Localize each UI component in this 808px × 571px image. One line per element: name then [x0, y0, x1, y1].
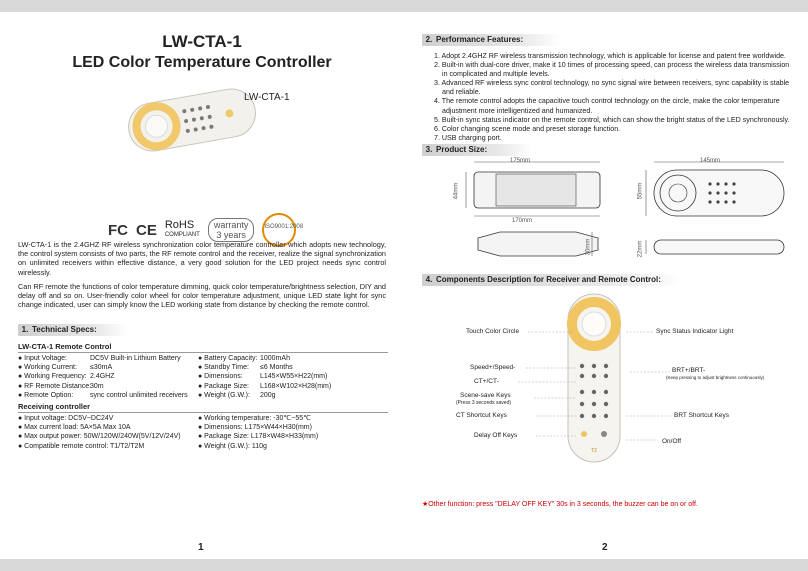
receiver-specs-left	[18, 414, 181, 451]
svg-text:T2: T2	[591, 448, 597, 454]
remote-front-diagram	[564, 292, 624, 464]
section-title: Product Size:	[436, 145, 488, 154]
section-number: 3.	[425, 145, 433, 154]
spec-key: ● Package Size:	[198, 382, 249, 390]
spec-key: ● RF Remote Distance:	[18, 382, 92, 390]
feature-item: 6. Color changing scene mode and preset storage function.	[434, 124, 621, 133]
spec-row: ● Input voltage: DC5V~DC24V	[18, 415, 114, 422]
spec-key: ● Input Voltage:	[18, 355, 67, 362]
label-ct-shortcut: CT Shortcut Keys	[456, 412, 507, 419]
spec-row: ● Working temperature: -30℃~55℃	[198, 415, 312, 422]
spec-key: ● Battery Capacity:	[198, 355, 258, 362]
dim-55mm: 55mm	[637, 182, 644, 200]
dim-175mm: 175mm	[510, 158, 531, 164]
receiving-controller-heading: Receiving controller	[18, 402, 91, 411]
section-technical-specs	[18, 324, 128, 336]
label-scene-save: Scene-save Keys	[460, 392, 511, 399]
spec-key: ● Dimensions:	[198, 373, 243, 381]
fcc-logo: FC	[108, 221, 128, 239]
label-delay-off: Delay Off Keys	[474, 432, 518, 439]
section-number: 4.	[425, 275, 433, 284]
divider	[18, 412, 388, 413]
spec-value: L145×W55×H22(mm)	[260, 373, 328, 381]
spec-value: ≤30mA	[90, 364, 113, 372]
features-list	[434, 52, 794, 143]
spec-row: ● Max current load: 5A×5A Max 10A	[18, 424, 131, 432]
spec-key: ● Weight (G.W.):	[198, 391, 250, 399]
spec-key: ● Working Current:	[18, 364, 77, 372]
page-number: 1	[198, 542, 204, 553]
warranty-badge	[208, 218, 255, 242]
spec-value: ≤6 Months	[260, 364, 293, 372]
section-performance-features	[422, 34, 562, 46]
warranty-label: warranty	[213, 220, 249, 230]
rohs-logo	[165, 220, 200, 240]
label-sync-indicator: Sync Status Indicator Light	[656, 328, 734, 335]
ce-logo: CE	[136, 221, 157, 239]
section-product-size	[422, 144, 532, 156]
feature-item: 2. Built-in with dual-core driver, make it 10 times of processing speed, can process the wireless data transmission in complicated and multiple levels.	[434, 61, 790, 79]
spec-row	[18, 382, 188, 391]
intro-paragraph-1: LW-CTA-1 is the 2.4GHZ RF wireless synchronization color temperature controller which adopts new technology, the control system consists of two parts, the RF remote control and the receiver, realize the signal synchronization on unlimited receivers within effective distance, a very good solution for the LED project needs sync control wirelessly.	[18, 240, 386, 277]
spec-value: 1000mAh	[260, 355, 290, 362]
spec-value: L168×W102×H28(mm)	[260, 382, 332, 390]
product-title: LW-CTA-1	[162, 32, 242, 51]
receiver-specs-right	[198, 414, 318, 451]
rohs-label: RoHS	[164, 219, 195, 231]
spec-value: sync control unlimited receivers	[90, 391, 188, 399]
spec-value: 2.4GHZ	[90, 373, 115, 381]
spec-row	[198, 363, 331, 372]
label-brt-sub: (Keep pressing to adjust brightness continuously)	[666, 375, 765, 380]
spec-row	[18, 372, 188, 381]
dim-145mm: 145mm	[700, 158, 721, 164]
spec-row: ● Package Size: L178×W48×H33(mm)	[198, 433, 319, 441]
top-band	[0, 0, 808, 12]
remote-control-heading: LW-CTA-1 Remote Control	[18, 342, 112, 351]
dim-22mm: 22mm	[637, 240, 644, 258]
spec-value: DC5V Built-in Lithium Battery	[90, 355, 181, 362]
section-title: Components Description for Receiver and Remote Control:	[436, 275, 661, 284]
section-components	[422, 274, 682, 286]
bottom-band	[0, 559, 808, 571]
feature-item: 4. The remote control adopts the capacitive touch control technology on the circle, make the color temperature adjustment more intelligentized and humanized.	[434, 97, 780, 115]
model-tag: LW-CTA-1	[244, 92, 290, 103]
spec-key: ● Working Frequency:	[18, 373, 87, 381]
divider	[18, 352, 388, 353]
spec-row: ● Max output power: 50W/120W/240W(5V/12V/24V)	[18, 433, 181, 441]
feature-item: 1. Adopt 2.4GHZ RF wireless transmission technology, which is applicable for license and patent free worldwide.	[434, 52, 786, 60]
other-function-note: ★Other function: press "DELAY OFF KEY" 30s in 3 seconds, the buzzer can be on or off.	[422, 501, 698, 508]
label-brt-shortcut: BRT Shortcut Keys	[674, 412, 730, 419]
spec-key: ● Remote Option:	[18, 391, 74, 399]
spec-row	[198, 382, 331, 391]
feature-item: 7. USB charging port.	[434, 133, 502, 142]
label-speed: Speed+/Speed-	[470, 364, 516, 371]
spec-row: ● Compatible remote control: T1/T2/T2M	[18, 442, 145, 450]
spec-row	[198, 391, 331, 400]
label-on-off: On/Off	[662, 438, 682, 445]
remote-specs-left	[18, 354, 188, 400]
remote-dimension-drawing	[640, 158, 790, 268]
section-title: Technical Specs:	[32, 325, 97, 334]
label-scene-save-sub: (Press 3 seconds saved)	[456, 400, 512, 406]
warranty-years: 3 years	[216, 230, 246, 240]
feature-item: 3. Advanced RF wireless sync control technology, no sync signal wire between receivers, sync capability is stable and reliable.	[434, 79, 790, 97]
iso-badge: ISO9001:2008	[262, 213, 296, 247]
remote-control-image	[122, 82, 262, 158]
product-subtitle: LED Color Temperature Controller	[72, 54, 332, 71]
left-page	[0, 12, 404, 559]
intro-paragraph-2: Can RF remote the functions of color temperature dimming, quick color temperature/brightness selection, DIY and delay off and so on. User-friendly color wheel for color temperature adjustment, unique LED state light for sync change indicated, user can simply know the LED working state from distance by checking the remote control.	[18, 282, 386, 310]
remote-specs-right	[198, 354, 331, 400]
spec-row	[198, 372, 331, 381]
section-title: Performance Features:	[436, 35, 524, 44]
spec-value: 30m	[90, 382, 104, 390]
spec-key: ● Standby Time:	[198, 364, 249, 372]
label-brt: BRT+/BRT-	[672, 367, 706, 374]
spec-row: ● Weight (G.W.): 110g	[198, 442, 267, 450]
spec-row	[18, 391, 188, 400]
dim-30mm: 30mm	[585, 238, 592, 256]
dim-44mm: 44mm	[453, 182, 460, 200]
right-page	[404, 12, 808, 559]
spec-row: ● Dimensions: L175×W44×H30(mm)	[198, 424, 312, 432]
section-number: 1.	[21, 325, 29, 334]
page-number: 2	[602, 542, 608, 553]
spec-row	[198, 354, 331, 363]
section-number: 2.	[425, 35, 433, 44]
label-touch-color-circle: Touch Color Circle	[466, 328, 520, 335]
spec-value: 200g	[260, 391, 276, 399]
label-ct: CT+/CT-	[474, 378, 499, 385]
spec-row	[18, 354, 188, 363]
rohs-compliant-label: COMPLIANT	[164, 232, 200, 238]
dim-170mm: 170mm	[512, 218, 533, 224]
feature-item: 5. Built-in sync status indicator on the remote control, which can show the bright status of the LED synchronously.	[434, 115, 790, 124]
spec-row	[18, 363, 188, 372]
